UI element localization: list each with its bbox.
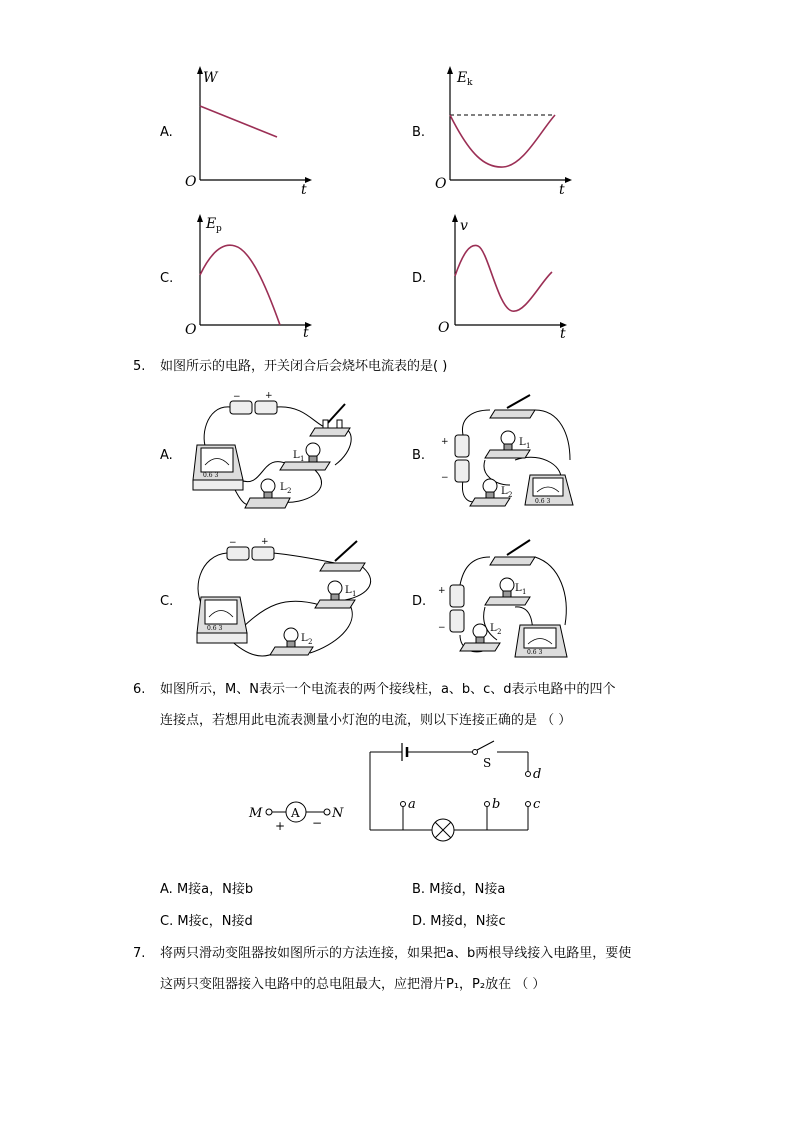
graph-d [430,208,575,343]
svg-text:−: − [441,473,449,483]
q6-option-c-label: C. [160,914,174,929]
circuit-b-ammeter [525,475,573,505]
svg-text:1: 1 [300,455,305,463]
point-a [401,802,406,807]
circuit-d-label: D. [412,594,427,609]
graph-d-origin: O [438,320,450,336]
graph-b-curve [450,115,555,167]
option-a-label: A. [160,125,173,140]
graph-d-xlabel: t [560,326,566,342]
q6-option-a-label: A. [160,882,173,897]
label-b: b [492,797,501,812]
graph-b-ylabel: E [457,70,468,86]
svg-text:0.6 3: 0.6 3 [203,472,219,479]
circuit-a-switch [310,404,350,436]
q5-number: 5. [133,359,146,374]
circuit-c-switch [320,541,365,571]
circuit-b [435,390,580,520]
circuit-c-label: C. [160,594,174,609]
svg-text:0.6 3: 0.6 3 [207,625,223,632]
graph-c-origin: O [185,322,197,338]
graph-d-ylabel: v [460,218,468,234]
svg-text:0.6 3: 0.6 3 [535,498,551,505]
circuit-c-bulb-l2 [270,628,313,655]
circuit-b-battery [441,435,469,483]
q7-line2: 这两只变阻器接入电路中的总电阻最大，应把滑片P₁，P₂放在 （ ） [160,977,546,992]
q6-option-a[interactable] [160,881,253,899]
svg-text:L: L [345,585,352,596]
q6-number: 6. [133,682,146,697]
ammeter-n-label: N [332,806,344,821]
graph-c-xlabel: t [303,325,309,341]
svg-text:1: 1 [526,442,531,450]
circuit-b-switch [490,395,535,418]
circuit-b-bulb-l1 [485,431,530,458]
label-c: c [533,797,541,812]
graph-c-ysub: p [216,224,222,234]
svg-text:1: 1 [352,590,357,598]
svg-text:0.6 3: 0.6 3 [527,649,543,656]
q6-option-b-text: M接d，N接a [429,882,506,897]
q6-option-c-text: M接c，N接d [177,914,253,929]
q6-option-d[interactable] [412,913,506,931]
q7-line1: 将两只滑动变阻器按如图所示的方法连接，如果把a、b两根导线接入电路里，要使 [160,946,632,961]
q6-option-d-text: M接d，N接c [430,914,506,929]
option-d-label: D. [412,271,427,286]
circuit-b-bulb-l2 [470,479,512,506]
graph-b [425,60,580,195]
circuit-c [185,535,380,665]
q6-option-d-label: D. [412,914,427,929]
q7-number: 7. [133,946,146,961]
svg-text:L: L [501,486,508,497]
circuit-c-battery [227,537,274,560]
label-a: a [408,797,416,812]
ammeter-plus: + [275,819,286,833]
q6-line1: 如图所示，M、N表示一个电流表的两个接线柱，a、b、c、d表示电路中的四个 [160,682,616,697]
svg-text:+: + [261,537,269,547]
option-b-label: B. [412,125,426,140]
svg-text:L: L [301,633,308,644]
graph-b-ysub: k [467,78,473,88]
q6-option-c[interactable] [160,913,253,931]
graph-b-origin: O [435,176,447,192]
graph-c-ylabel: E [206,216,217,232]
point-d [526,772,531,777]
switch-label: S [483,756,492,770]
q5-text: 如图所示的电路，开关闭合后会烧坏电流表的是( ) [160,359,448,374]
circuit-d-battery [438,585,464,633]
svg-text:2: 2 [508,491,513,499]
circuit-d-bulb-l2 [460,623,501,651]
circuit-a-battery [230,391,277,414]
circuit-c-bulb-l1 [315,581,356,608]
option-c-label: C. [160,271,174,286]
circuit-d [435,535,580,665]
circuit-a [185,390,360,520]
svg-text:+: + [265,391,273,401]
svg-text:L: L [490,623,497,634]
graph-a-origin: O [185,174,197,190]
svg-text:1: 1 [522,588,527,596]
svg-text:+: + [441,437,449,447]
circuit-a-bulb-l2 [245,479,291,508]
svg-text:2: 2 [308,638,313,646]
q6-option-a-text: M接a，N接b [176,882,254,897]
svg-text:−: − [438,623,446,633]
circuit-d-switch [490,540,535,565]
q6-circuit-diagram [360,735,560,845]
graph-a [175,60,315,195]
graph-b-xlabel: t [559,182,565,195]
ammeter-m-label: M [249,806,263,821]
circuit-d-ammeter [515,625,567,657]
svg-text:2: 2 [287,487,292,495]
ammeter-letter: A [291,806,300,820]
svg-text:−: − [229,538,237,548]
graph-a-curve [200,106,277,137]
graph-c [175,208,320,343]
circuit-b-label: B. [412,448,426,463]
circuit-d-bulb-l1 [485,578,530,605]
graph-c-curve [200,245,280,325]
point-b [485,802,490,807]
label-d: d [533,767,542,782]
circuit-c-ammeter [197,597,247,643]
graph-a-ylabel: W [203,70,218,86]
q6-option-b[interactable] [412,881,505,899]
switch-lever [477,741,494,750]
circuit-a-bulb-l1 [280,443,330,470]
svg-text:+: + [438,586,446,596]
svg-text:2: 2 [497,628,502,636]
svg-text:L: L [515,583,522,594]
svg-text:L: L [293,450,300,461]
svg-text:L: L [519,437,526,448]
graph-a-xlabel: t [301,182,307,195]
q6-ammeter-diagram [245,795,355,835]
circuit-a-label: A. [160,448,173,463]
svg-text:L: L [280,482,287,493]
q6-option-b-label: B. [412,882,426,897]
graph-d-curve [455,245,552,311]
circuit-a-ammeter [193,445,243,490]
ammeter-minus: − [312,816,323,830]
q6-line2: 连接点，若想用此电流表测量小灯泡的电流，则以下连接正确的是 （ ） [160,713,572,728]
svg-text:−: − [233,392,241,402]
point-c [526,802,531,807]
